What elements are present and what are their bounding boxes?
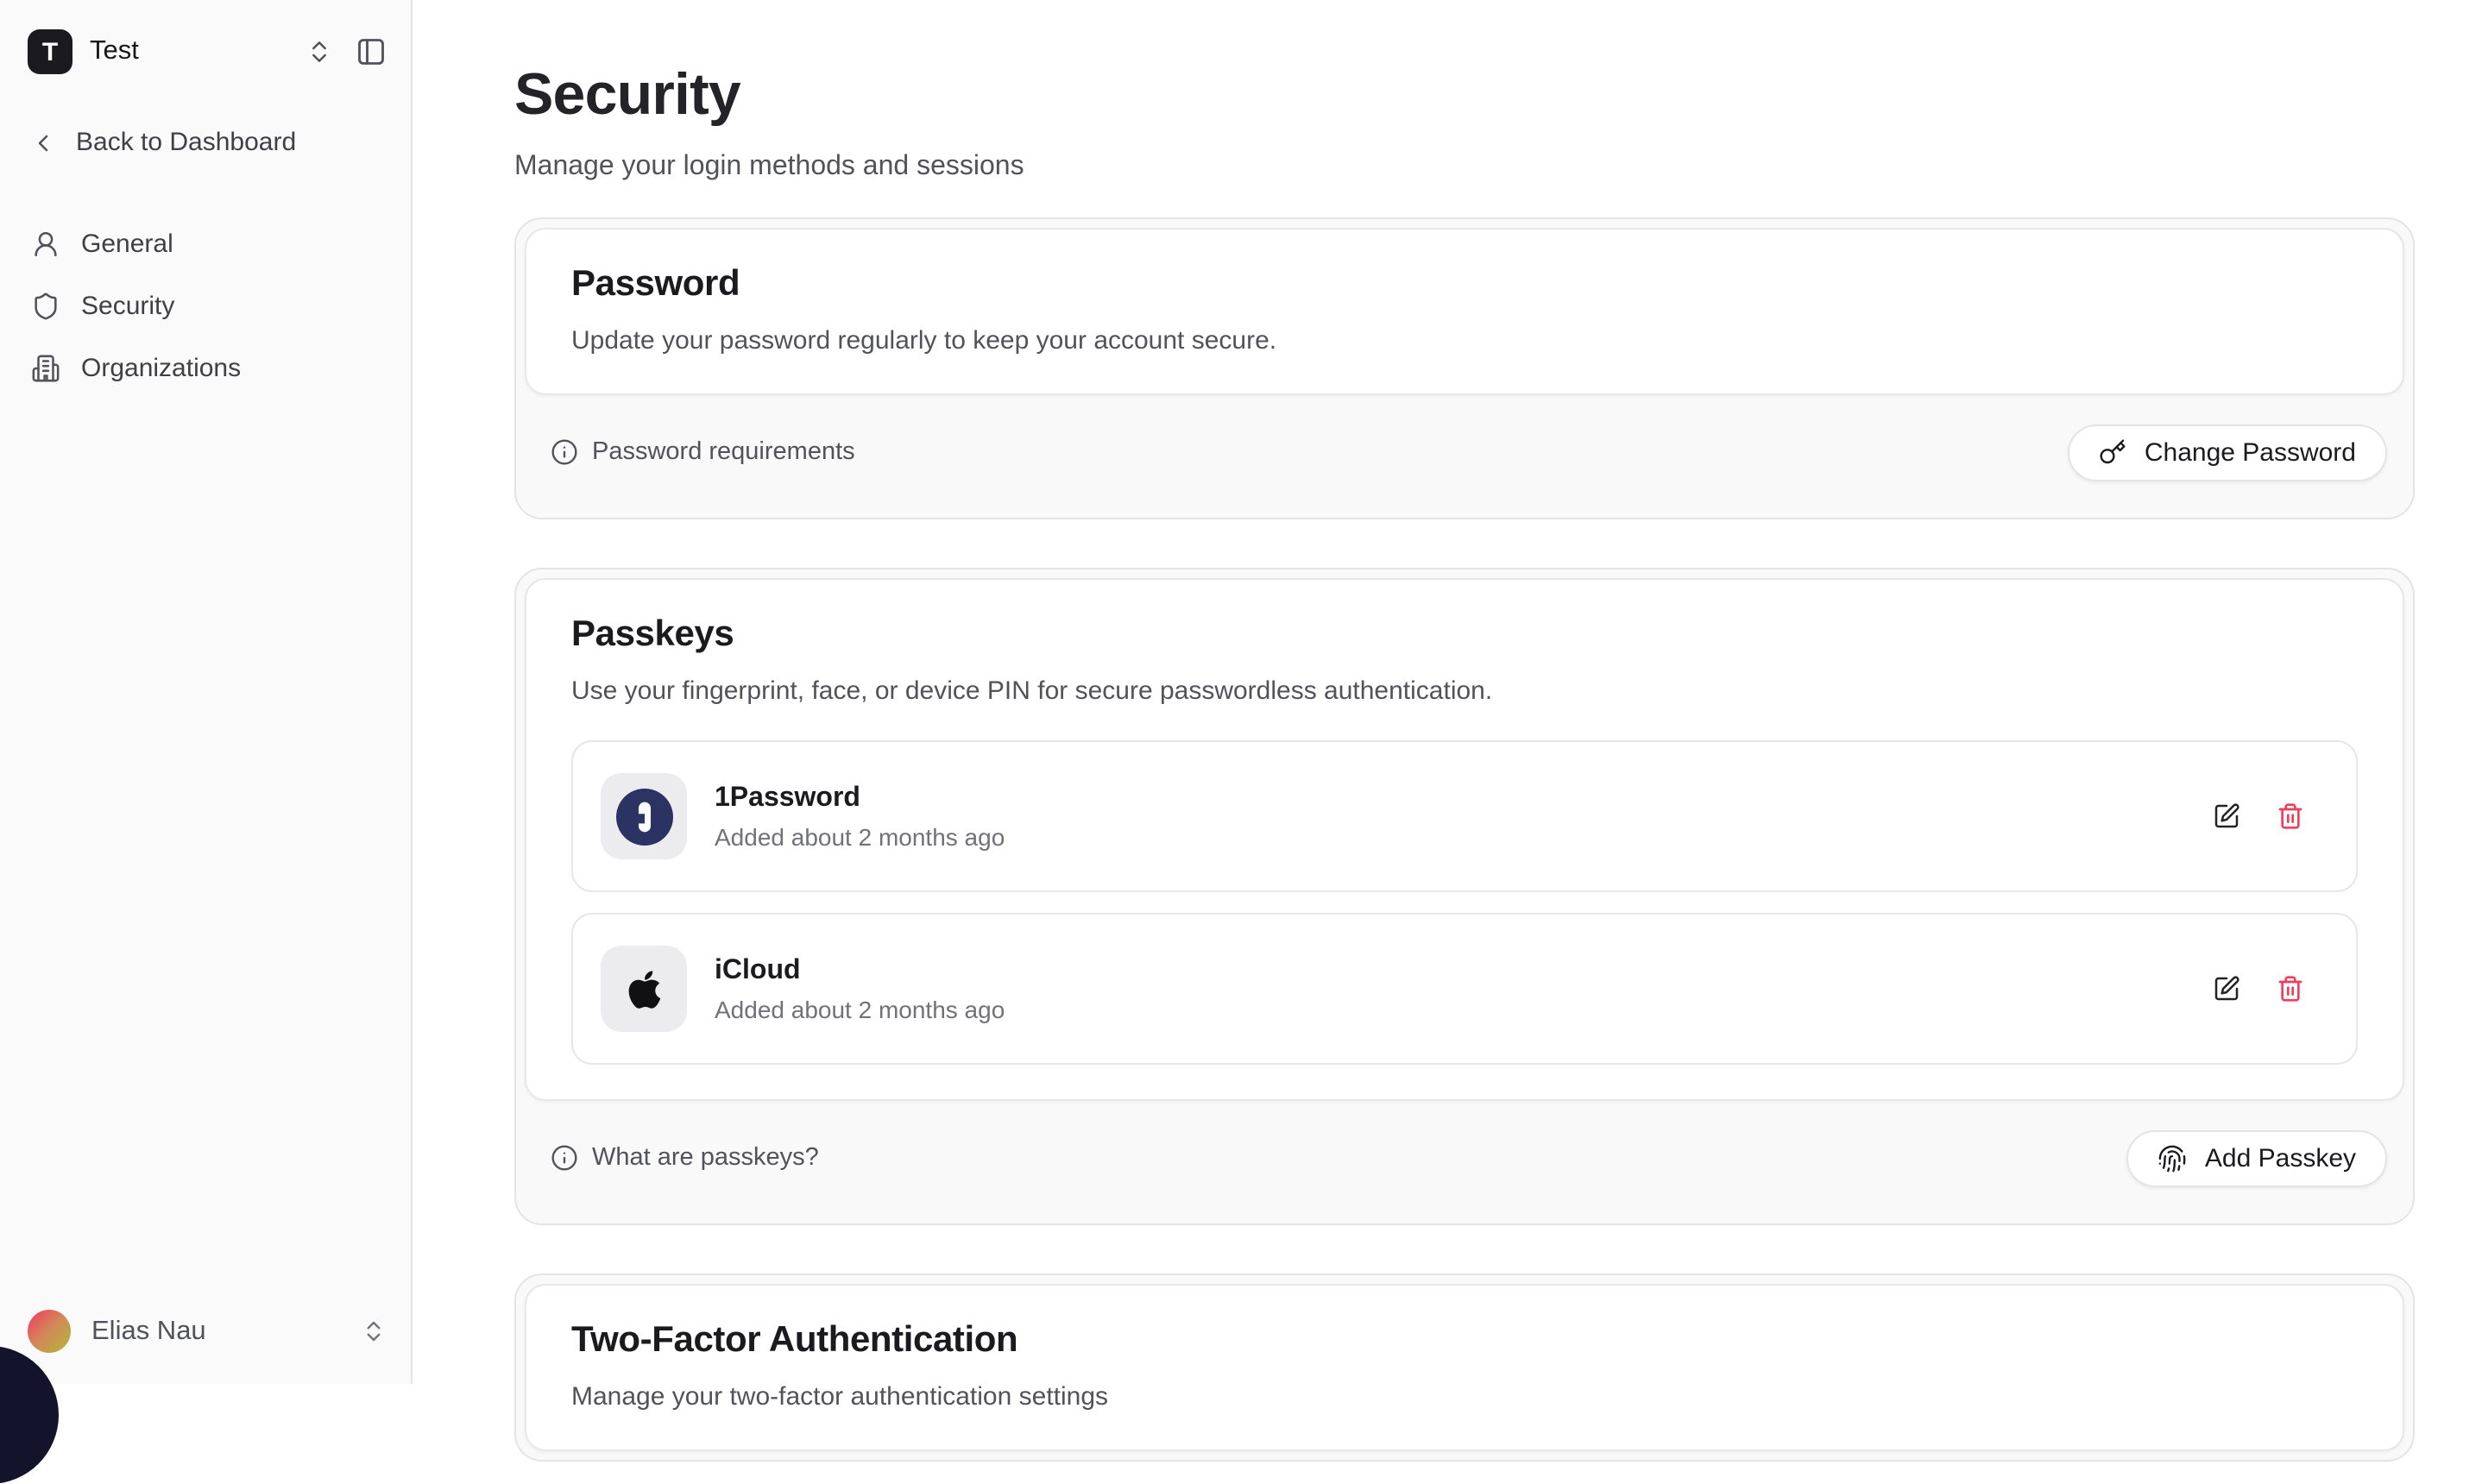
edit-pen-icon: [2213, 802, 2240, 830]
password-card-description: Update your password regularly to keep your account secure.: [571, 326, 1277, 355]
workspace-switcher-button[interactable]: [306, 38, 333, 66]
sidebar-item-general[interactable]: [28, 221, 387, 266]
edit-passkey-button[interactable]: [2213, 802, 2240, 830]
edit-pen-icon: [2213, 975, 2240, 1003]
passkeys-card-description: Use your fingerprint, face, or device PIN for secure passwordless authentication.: [571, 676, 1493, 706]
passkey-provider-tile: [601, 773, 687, 859]
passkey-row-1password: [571, 740, 2358, 892]
chevrons-up-down-icon: [306, 38, 333, 66]
delete-passkey-button[interactable]: [2277, 802, 2304, 830]
passkey-list: [571, 740, 2358, 1065]
page-title: Security: [514, 62, 740, 128]
sidebar-item-security[interactable]: [28, 283, 387, 328]
add-passkey-label: Add Passkey: [2204, 1143, 2356, 1173]
what-are-passkeys-link[interactable]: [551, 1144, 819, 1172]
sidebar: [0, 0, 413, 1384]
back-to-dashboard-label: Back to Dashboard: [76, 128, 297, 157]
onepassword-logo: [615, 788, 672, 845]
back-to-dashboard-link[interactable]: [28, 128, 387, 157]
chevron-left-icon: [29, 129, 57, 156]
info-icon: [551, 438, 578, 466]
shield-icon: [31, 291, 60, 320]
password-card-title: Password: [571, 264, 740, 304]
password-requirements-link[interactable]: [551, 438, 855, 466]
user-name: Elias Nau: [91, 1316, 206, 1345]
sidebar-nav: [28, 221, 387, 390]
sidebar-item-label: Security: [81, 291, 175, 320]
workspace-logo: T: [28, 29, 72, 74]
two-factor-card: [514, 1273, 2415, 1462]
trash-icon: [2277, 975, 2304, 1003]
change-password-label: Change Password: [2144, 437, 2356, 467]
workspace-name: Test: [90, 36, 139, 66]
passkey-row-icloud: [571, 913, 2358, 1065]
sidebar-item-organizations[interactable]: [28, 345, 387, 390]
delete-passkey-button[interactable]: [2277, 975, 2304, 1003]
fingerprint-icon: [2158, 1143, 2188, 1173]
passkey-added: Added about 2 months ago: [715, 822, 1005, 850]
passkey-name: iCloud: [715, 955, 801, 984]
page-subtitle: Manage your login methods and sessions: [514, 152, 1024, 181]
avatar: [28, 1310, 71, 1353]
main-content: [413, 0, 2482, 1412]
passkeys-card-title: Passkeys: [571, 614, 734, 654]
what-are-passkeys-label: What are passkeys?: [592, 1144, 819, 1172]
building-icon: [31, 353, 60, 382]
change-password-button[interactable]: [2069, 424, 2387, 481]
sidebar-item-label: General: [81, 229, 173, 258]
edit-passkey-button[interactable]: [2213, 975, 2240, 1003]
workspace-switcher[interactable]: [28, 29, 139, 74]
user-menu[interactable]: [28, 1310, 387, 1360]
two-factor-card-description: Manage your two-factor authentication settings: [571, 1382, 1109, 1412]
trash-icon: [2277, 802, 2304, 830]
sidebar-toggle-button[interactable]: [356, 36, 387, 67]
key-icon: [2100, 438, 2127, 466]
password-card: [514, 217, 2415, 519]
passkey-provider-tile: [601, 946, 687, 1032]
chevrons-up-down-icon: [361, 1318, 387, 1344]
passkeys-card: [514, 568, 2415, 1225]
info-icon: [551, 1144, 578, 1172]
passkey-added: Added about 2 months ago: [715, 995, 1005, 1022]
two-factor-card-title: Two-Factor Authentication: [571, 1320, 1018, 1360]
workspace-row: [28, 29, 387, 74]
password-requirements-label: Password requirements: [592, 438, 855, 466]
add-passkey-button[interactable]: [2127, 1129, 2387, 1186]
sidebar-item-label: Organizations: [81, 353, 242, 382]
apple-logo: [619, 964, 669, 1014]
panel-left-icon: [356, 36, 387, 67]
passkey-name: 1Password: [715, 783, 860, 812]
user-round-icon: [31, 229, 60, 258]
